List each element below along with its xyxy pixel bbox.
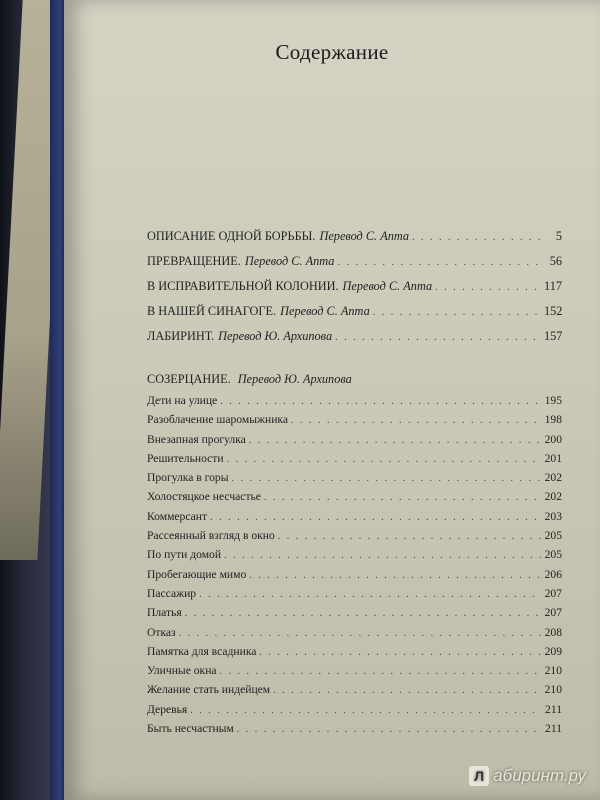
labirint-logo-icon: Л xyxy=(469,766,489,786)
dot-leader xyxy=(237,724,541,735)
toc-sub-entry xyxy=(147,394,562,413)
dot-leader xyxy=(249,435,541,446)
dot-leader xyxy=(259,647,541,658)
toc-main-list xyxy=(147,229,562,354)
dot-leader xyxy=(179,628,541,639)
toc-main-entry xyxy=(147,254,562,279)
entry-page-number: 200 xyxy=(544,432,562,446)
dot-leader xyxy=(435,282,541,293)
entry-title: ОПИСАНИЕ ОДНОЙ БОРЬБЫ. xyxy=(147,229,316,243)
site-watermark xyxy=(469,766,586,786)
entry-title: Деревья xyxy=(147,702,188,716)
entry-title: ЛАБИРИНТ. xyxy=(147,329,215,343)
entry-translator: Перевод Ю. Архипова xyxy=(218,329,333,343)
entry-page-number: 209 xyxy=(544,644,562,658)
entry-title: Прогулка в горы xyxy=(147,471,229,485)
dot-leader xyxy=(291,415,541,426)
entry-title: По пути домой xyxy=(147,548,222,562)
toc-sub-entry xyxy=(147,683,562,702)
toc-sub-list xyxy=(147,394,562,741)
entry-translator: Перевод С. Апта xyxy=(280,304,370,318)
dot-leader xyxy=(335,332,541,343)
entry-title: Рассеянный взгляд в окно xyxy=(147,529,275,543)
page-title: Содержание xyxy=(275,40,389,64)
dot-leader xyxy=(232,473,541,484)
entry-page-number: 210 xyxy=(544,683,562,697)
section-translator: Перевод Ю. Архипова xyxy=(237,372,352,386)
dot-leader xyxy=(224,550,541,561)
entry-page-number: 117 xyxy=(544,279,562,293)
entry-translator: Перевод С. Апта xyxy=(319,229,410,243)
toc-sub-entry xyxy=(147,722,562,741)
toc-sub-entry xyxy=(147,510,562,529)
entry-page-number: 206 xyxy=(544,567,562,581)
dot-leader xyxy=(227,454,541,465)
entry-page-number: 198 xyxy=(544,413,562,427)
section-title: СОЗЕРЦАНИЕ. xyxy=(147,372,231,386)
toc-sub-entry xyxy=(147,413,562,432)
entry-title: Внезапная прогулка xyxy=(147,432,246,446)
toc-sub-entry xyxy=(147,490,562,509)
toc-sub-entry xyxy=(147,568,562,587)
entry-title: Быть несчастным xyxy=(147,722,234,736)
entry-page-number: 210 xyxy=(544,664,562,678)
dot-leader xyxy=(190,705,541,716)
entry-title: Холостяцкое несчастье xyxy=(147,490,261,504)
dot-leader xyxy=(412,232,541,243)
entry-title: В ИСПРАВИТЕЛЬНОЙ КОЛОНИИ. xyxy=(147,279,339,293)
entry-title: Памятка для всадника xyxy=(147,644,257,658)
entry-title: Решительности xyxy=(147,451,224,465)
toc-main-entry xyxy=(147,304,562,329)
entry-page-number: 207 xyxy=(544,586,562,600)
entry-title: Платья xyxy=(147,606,182,620)
toc-main-entry xyxy=(147,329,562,354)
dot-leader xyxy=(373,307,541,318)
dot-leader xyxy=(264,492,541,503)
entry-page-number: 202 xyxy=(544,471,562,485)
dot-leader xyxy=(249,570,541,581)
toc-sub-entry xyxy=(147,645,562,664)
entry-page-number: 205 xyxy=(544,529,562,543)
dot-leader xyxy=(199,589,541,600)
toc-sub-entry xyxy=(147,433,562,452)
section-heading xyxy=(147,372,562,394)
entry-page-number: 202 xyxy=(544,490,562,504)
dot-leader xyxy=(210,512,541,523)
dot-leader xyxy=(337,257,541,268)
entry-title: Коммерсант xyxy=(147,509,208,523)
toc-main-entry xyxy=(147,279,562,304)
entry-title: Пробегающие мимо xyxy=(147,567,247,581)
entry-title: ПРЕВРАЩЕНИЕ. xyxy=(147,254,241,268)
toc-main-entry xyxy=(147,229,562,254)
toc-sub-entry xyxy=(147,703,562,722)
book-page xyxy=(64,0,600,800)
entry-page-number: 205 xyxy=(544,548,562,562)
toc-sub-entry xyxy=(147,606,562,625)
toc-sub-entry xyxy=(147,548,562,567)
dot-leader xyxy=(185,608,541,619)
dot-leader xyxy=(220,396,541,407)
entry-title: Отказ xyxy=(147,625,176,639)
toc-sub-entry xyxy=(147,471,562,490)
entry-translator: Перевод С. Апта xyxy=(244,254,335,268)
entry-page-number: 211 xyxy=(545,722,562,736)
entry-title: Дети на улице xyxy=(147,394,218,407)
watermark-text: абиринт.ру xyxy=(493,766,586,785)
toc-sub-entry xyxy=(147,664,562,683)
entry-title: В НАШЕЙ СИНАГОГЕ. xyxy=(147,304,277,318)
toc-sub-entry xyxy=(147,626,562,645)
entry-title: Пассажир xyxy=(147,586,197,600)
entry-page-number: 195 xyxy=(544,394,562,407)
toc-sub-entry xyxy=(147,587,562,606)
entry-page-number: 211 xyxy=(545,702,562,716)
entry-title: Желание стать индейцем xyxy=(147,683,271,697)
entry-page-number: 203 xyxy=(544,509,562,523)
entry-title: Разоблачение шаромыжника xyxy=(147,413,289,427)
entry-page-number: 56 xyxy=(549,254,562,268)
entry-translator: Перевод С. Апта xyxy=(342,279,433,293)
entry-title: Уличные окна xyxy=(147,664,217,678)
entry-page-number: 201 xyxy=(544,451,562,465)
toc-sub-entry xyxy=(147,452,562,471)
entry-page-number: 152 xyxy=(544,304,563,318)
entry-page-number: 208 xyxy=(544,625,562,639)
dot-leader xyxy=(278,531,541,542)
dot-leader xyxy=(273,685,541,696)
entry-page-number: 5 xyxy=(555,229,562,243)
dot-leader xyxy=(220,666,541,677)
toc-section xyxy=(147,372,562,741)
entry-page-number: 157 xyxy=(544,329,563,343)
entry-page-number: 207 xyxy=(544,606,562,620)
toc-sub-entry xyxy=(147,529,562,548)
